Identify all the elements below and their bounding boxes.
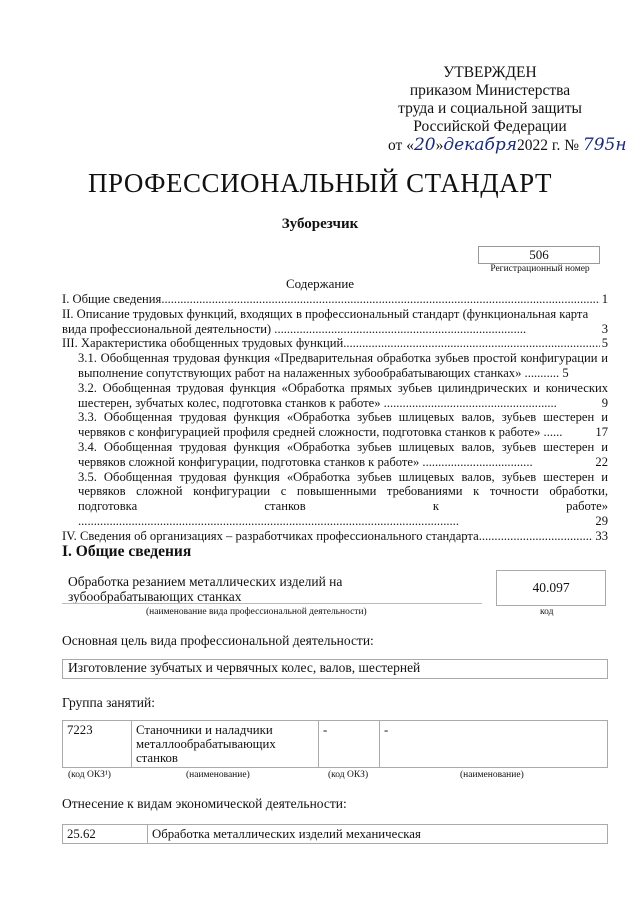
- group-label: Группа занятий:: [62, 695, 155, 710]
- toc-item-text: III. Характеристика обобщенных трудовых функций: [62, 336, 344, 351]
- activity-code: 40.097: [496, 570, 606, 606]
- toc-item-page: 33: [595, 528, 608, 543]
- approval-block: [380, 64, 627, 155]
- toc-item-page: 17: [595, 425, 608, 440]
- approval-title: УТВЕРЖДЕН: [443, 64, 537, 81]
- table-row: [63, 825, 608, 844]
- toc-heading: Содержание: [285, 276, 355, 291]
- toc-item-page: 3: [601, 321, 608, 336]
- caption-okz-code-2: (код ОКЗ): [328, 770, 369, 780]
- registration-label: Регистрационный номер: [490, 264, 590, 274]
- caption-okz-code: (код ОКЗ¹): [68, 770, 111, 780]
- toc-item[interactable]: [62, 529, 608, 544]
- approval-federation: Российской Федерации: [413, 118, 567, 135]
- toc-item-text: 3.3. Обобщенная трудовая функция «Обработка зубьев шлицевых валов, зубьев шестерен и червяков с конфигурацией профиля средней сложности, подготовка станков к работе»: [78, 410, 608, 440]
- toc-item[interactable]: [62, 292, 608, 307]
- approval-date-line: [388, 135, 627, 155]
- toc-leader: [161, 292, 599, 307]
- econ-label: Отнесение к видам экономической деятельности:: [62, 796, 347, 811]
- toc-item-page: 22: [595, 454, 608, 469]
- handwritten-number: 795н: [582, 135, 627, 155]
- toc-item[interactable]: 3.4. Обобщенная трудовая функция «Обработка зубьев шлицевых валов, зубьев шестерен и червяков сложной конфигурации, подготовка станков к работе» ................................... 22: [78, 439, 608, 469]
- toc-item-text: 3.4. Обобщенная трудовая функция «Обработка зубьев шлицевых валов, зубьев шестерен и червяков сложной конфигурации, подготовка станков к работе»: [78, 439, 608, 469]
- document-title: ПРОФЕССИОНАЛЬНЫЙ СТАНДАРТ: [87, 168, 553, 198]
- code-caption: код: [540, 607, 554, 617]
- activity-name: Обработка резанием металлических изделий на зубообрабатывающих станках: [68, 574, 343, 604]
- toc-item-text: IV. Сведения об организациях – разработчиках профессионального стандарта: [62, 528, 479, 543]
- profession-name: Зуборезчик: [281, 216, 359, 232]
- toc-item-page: 5: [562, 365, 569, 380]
- econ-name: Обработка металлических изделий механическая: [148, 825, 608, 844]
- toc-item-text: II. Описание трудовых функций, входящих в профессиональный стандарт (функциональная карта вида профессиональной деятельности): [62, 306, 589, 336]
- table-of-contents: [62, 292, 608, 544]
- caption-okz-name-2: (наименование): [460, 770, 524, 780]
- toc-item[interactable]: 3.1. Обобщенная трудовая функция «Предварительная обработка зубьев простой конфигурации и выполнение сопутствующих работ на налаженных зубообрабатывающих станках» ........... 5: [78, 351, 608, 380]
- toc-item[interactable]: [62, 336, 608, 351]
- toc-item[interactable]: 3.2. Обобщенная трудовая функция «Обработка прямых зубьев цилиндрических и конических шестерен, зубчатых колес, подготовка станков к работе» ....................................................... 9: [78, 380, 608, 410]
- economic-activity-table: [62, 824, 608, 844]
- section-heading: I. Общие сведения: [62, 543, 192, 560]
- goal-text: Изготовление зубчатых и червячных колес, валов, шестерней: [68, 660, 421, 675]
- date-prefix: от «: [388, 137, 414, 154]
- toc-item-page: 1: [601, 292, 608, 306]
- handwritten-month: декабря: [443, 135, 517, 155]
- toc-item-page: 29: [595, 513, 608, 528]
- approval-ministry: труда и социальной защиты: [398, 100, 582, 117]
- approval-order: приказом Министерства: [409, 82, 571, 99]
- toc-item-page: 9: [601, 395, 608, 410]
- toc-item-text: 3.1. Обобщенная трудовая функция «Предварительная обработка зубьев простой конфигурации и выполнение сопутствующих работ на налаженных зубообрабатывающих станках»: [78, 351, 608, 380]
- okz-code: 7223: [63, 721, 132, 768]
- handwritten-day: 20: [413, 135, 436, 155]
- toc-leader: [479, 529, 594, 544]
- toc-item-text: 3.5. Обобщенная трудовая функция «Обработка зубьев шлицевых валов, зубьев шестерен и червяков сложной конфигурации с повышенными требованиями к точности обработки, подготовка станков к работе»: [78, 469, 608, 514]
- okz-code-2: -: [319, 721, 380, 768]
- toc-item[interactable]: 3.5. Обобщенная трудовая функция «Обработка зубьев шлицевых валов, зубьев шестерен и червяков сложной конфигурации с повышенными требованиями к точности обработки, подготовка станков к работе» ......................................................................................................................... 29: [78, 469, 608, 528]
- econ-code: 25.62: [63, 825, 148, 844]
- toc-leader: [343, 336, 600, 351]
- toc-item-page: 5: [601, 336, 608, 351]
- registration-number: 506: [478, 246, 600, 264]
- occupation-group-table: [62, 720, 608, 768]
- goal-label: Основная цель вида профессиональной деятельности:: [62, 633, 374, 648]
- date-year: 2022 г. №: [516, 137, 580, 154]
- table-row: [63, 721, 608, 768]
- toc-item-text: I. Общие сведения: [62, 292, 162, 306]
- okz-name: Станочники и наладчики металлообрабатывающих станков: [132, 721, 319, 768]
- toc-item[interactable]: II. Описание трудовых функций, входящих в профессиональный стандарт (функциональная карта вида профессиональной деятельности) ................................................................................ 3: [62, 306, 608, 336]
- toc-item[interactable]: 3.3. Обобщенная трудовая функция «Обработка зубьев шлицевых валов, зубьев шестерен и червяков с конфигурацией профиля средней сложности, подготовка станков к работе» ...... 17: [78, 410, 608, 440]
- caption-okz-name: (наименование): [186, 770, 250, 780]
- toc-item-text: 3.2. Обобщенная трудовая функция «Обработка прямых зубьев цилиндрических и конических шестерен, зубчатых колес, подготовка станков к работе»: [78, 380, 608, 410]
- activity-underline: [62, 603, 482, 604]
- date-quote: »: [435, 137, 444, 154]
- activity-caption: (наименование вида профессиональной деятельности): [146, 607, 367, 617]
- okz-name-2: -: [380, 721, 608, 768]
